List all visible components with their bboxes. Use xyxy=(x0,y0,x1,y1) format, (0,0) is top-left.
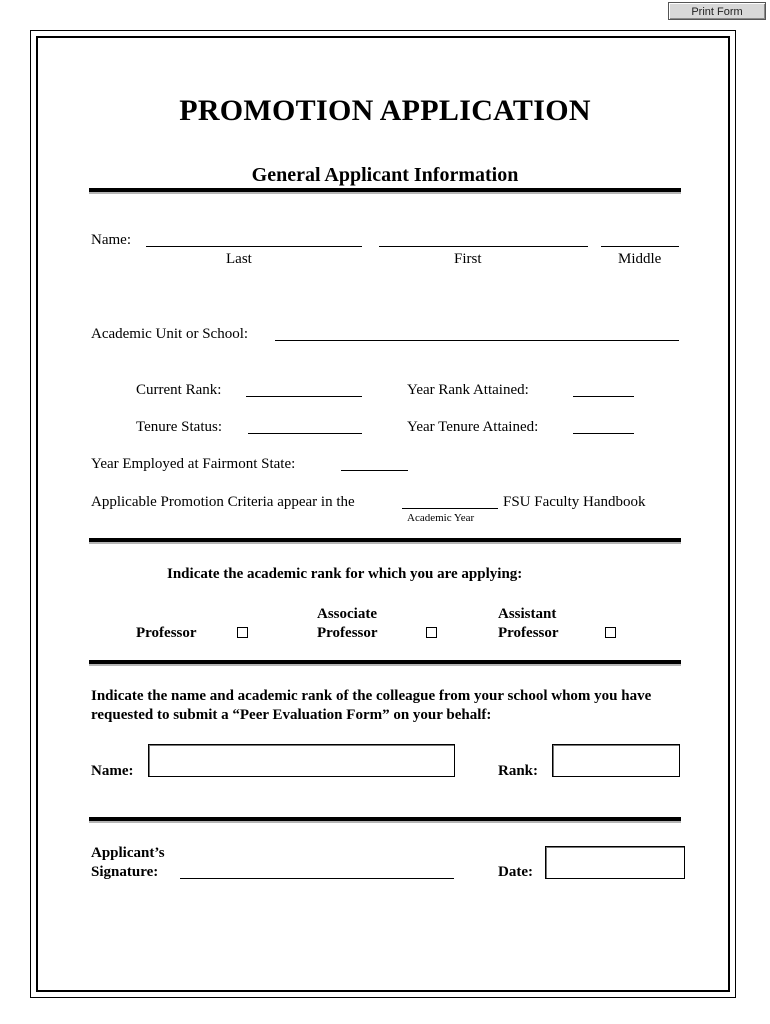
peer-rank-label: Rank: xyxy=(498,763,539,779)
date-label: Date: xyxy=(498,864,533,880)
rank-option-associate-line2: Professor xyxy=(317,625,378,641)
criteria-label: Applicable Promotion Criteria appear in the xyxy=(91,494,355,510)
print-form-button[interactable]: Print Form xyxy=(668,2,766,20)
assistant-professor-checkbox[interactable] xyxy=(605,627,616,638)
peer-name-input[interactable] xyxy=(148,744,455,777)
current-rank-input[interactable] xyxy=(246,381,362,397)
rank-option-professor-label: Professor xyxy=(136,625,197,641)
academic-unit-input[interactable] xyxy=(275,325,679,341)
first-name-input[interactable] xyxy=(379,231,588,247)
peer-rank-input[interactable] xyxy=(552,744,680,777)
date-input[interactable] xyxy=(545,846,685,879)
peer-name-label: Name: xyxy=(91,763,134,779)
academic-unit-label: Academic Unit or School: xyxy=(91,326,249,342)
first-name-caption: First xyxy=(454,251,482,267)
last-name-input[interactable] xyxy=(146,231,362,247)
name-label: Name: xyxy=(91,232,131,248)
signature-label-line2: Signature: xyxy=(91,864,159,880)
middle-name-input[interactable] xyxy=(601,231,679,247)
rank-option-assistant-line1: Assistant xyxy=(498,606,557,622)
middle-name-caption: Middle xyxy=(618,251,662,267)
peer-instruction: Indicate the name and academic rank of the colleague from your school whom you have requested to submit a “Peer Evaluation Form” on your behalf: xyxy=(91,688,652,723)
rank-option-assistant-line2: Professor xyxy=(498,625,559,641)
form-title: PROMOTION APPLICATION xyxy=(179,94,591,127)
criteria-year-input[interactable] xyxy=(402,493,498,509)
section-divider-shadow xyxy=(89,192,681,194)
academic-year-caption: Academic Year xyxy=(407,512,475,524)
year-rank-label: Year Rank Attained: xyxy=(407,382,529,398)
year-tenure-label: Year Tenure Attained: xyxy=(407,419,539,435)
year-rank-input[interactable] xyxy=(573,381,634,397)
current-rank-label: Current Rank: xyxy=(136,382,222,398)
professor-checkbox[interactable] xyxy=(237,627,248,638)
divider-2-shadow xyxy=(89,542,681,544)
divider-3-shadow xyxy=(89,664,681,666)
criteria-suffix: FSU Faculty Handbook xyxy=(503,494,646,510)
year-employed-input[interactable] xyxy=(341,455,408,471)
year-employed-label: Year Employed at Fairmont State: xyxy=(91,456,296,472)
divider-4-shadow xyxy=(89,821,681,823)
section-title: General Applicant Information xyxy=(251,164,519,186)
tenure-status-label: Tenure Status: xyxy=(136,419,223,435)
last-name-caption: Last xyxy=(226,251,252,267)
rank-option-associate-line1: Associate xyxy=(317,606,377,622)
signature-label-line1: Applicant’s xyxy=(91,845,165,861)
year-tenure-input[interactable] xyxy=(573,418,634,434)
signature-input[interactable] xyxy=(180,863,454,879)
tenure-status-input[interactable] xyxy=(248,418,362,434)
associate-professor-checkbox[interactable] xyxy=(426,627,437,638)
rank-question: Indicate the academic rank for which you are applying: xyxy=(167,566,523,582)
